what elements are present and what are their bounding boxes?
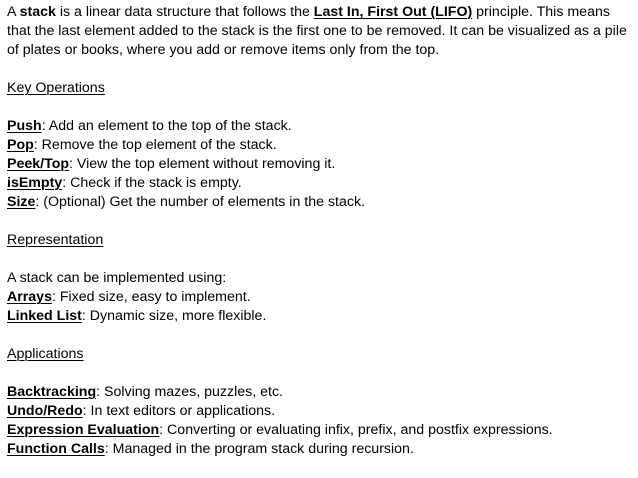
desc-linked-list: : Dynamic size, more flexible. — [81, 308, 267, 324]
desc-peek: : View the top element without removing it. — [69, 156, 336, 172]
spacer — [7, 250, 632, 269]
desc-backtracking: : Solving mazes, puzzles, etc. — [96, 384, 283, 400]
operation-item-isempty — [7, 174, 632, 193]
intro-text-1: A — [7, 4, 20, 20]
intro-paragraph — [7, 3, 632, 60]
spacer — [7, 364, 632, 383]
desc-arrays: : Fixed size, easy to implement. — [51, 289, 251, 305]
term-expression-evaluation: Expression Evaluation — [7, 422, 160, 438]
term-linked-list: Linked List — [7, 308, 82, 324]
desc-pop: : Remove the top element of the stack. — [33, 137, 277, 153]
desc-push: : Add an element to the top of the stack. — [41, 118, 292, 134]
desc-undo-redo: : In text editors or applications. — [82, 403, 276, 419]
operation-item-size — [7, 193, 632, 212]
representation-lead: A stack can be implemented using: — [7, 270, 227, 286]
application-item-expression-evaluation — [7, 421, 632, 440]
term-push: Push — [7, 118, 42, 134]
spacer — [7, 326, 632, 345]
representation-item-linked-list — [7, 307, 632, 326]
spacer — [7, 98, 632, 117]
intro-stack-term: stack — [19, 4, 56, 20]
term-undo-redo: Undo/Redo — [7, 403, 83, 419]
term-isempty: isEmpty — [7, 175, 63, 191]
desc-function-calls: : Managed in the program stack during recursion. — [104, 441, 414, 457]
term-peek: Peek/Top — [7, 156, 70, 172]
operation-item-push — [7, 117, 632, 136]
application-item-undo-redo — [7, 402, 632, 421]
term-pop: Pop — [7, 137, 34, 153]
desc-size: : (Optional) Get the number of elements in the stack. — [35, 194, 366, 210]
term-backtracking: Backtracking — [7, 384, 97, 400]
term-size: Size — [7, 194, 36, 210]
spacer — [7, 212, 632, 231]
desc-expression-evaluation: : Converting or evaluating infix, prefix, and postfix expressions. — [159, 422, 553, 438]
term-function-calls: Function Calls — [7, 441, 105, 457]
heading-representation: Representation — [7, 232, 104, 248]
application-item-function-calls — [7, 440, 632, 459]
application-item-backtracking — [7, 383, 632, 402]
heading-applications: Applications — [7, 346, 84, 362]
term-arrays: Arrays — [7, 289, 52, 305]
heading-key-operations: Key Operations — [7, 80, 105, 96]
intro-text-3: principle. This means that the last element added to the stack is the first one to be removed. It can be visualized as a pile of plates or books, where you add or remove items only from the top. — [7, 4, 627, 58]
operation-item-pop — [7, 136, 632, 155]
operation-item-peek — [7, 155, 632, 174]
spacer — [7, 60, 632, 79]
intro-lifo-term: Last In, First Out (LIFO) — [313, 4, 473, 20]
representation-item-arrays — [7, 288, 632, 307]
intro-text-2: is a linear data structure that follows the — [55, 4, 314, 20]
desc-isempty: : Check if the stack is empty. — [62, 175, 242, 191]
